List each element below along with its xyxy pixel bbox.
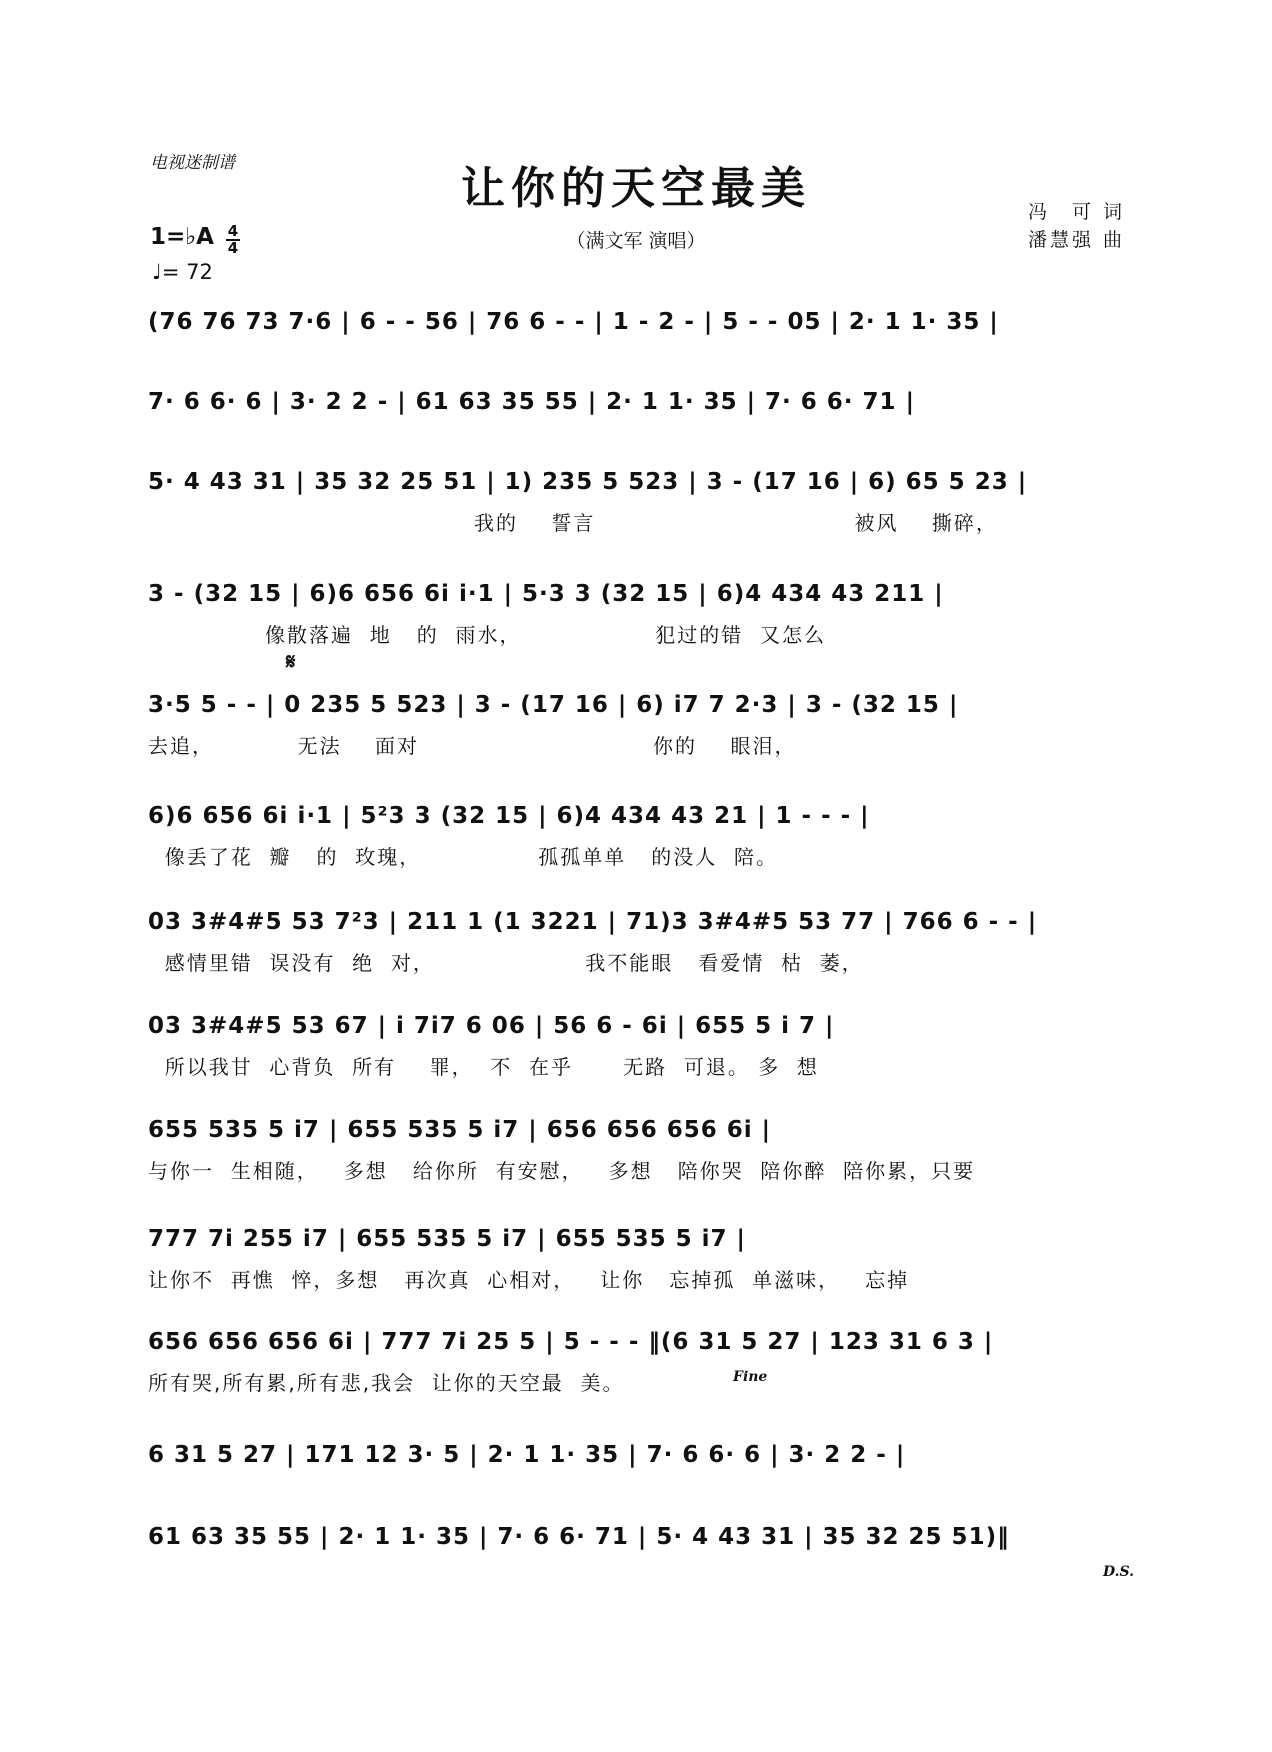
notation-line: 3·5 5 - - | 0 235 5 523 | 3 - (17 16 | 6) i7 7 2·3 | 3 - (32 15 |: [148, 692, 959, 718]
lyrics-line: 与你一 生相随， 多想 给你所 有安慰， 多想 陪你哭 陪你醉 陪你累，只要: [148, 1159, 976, 1183]
notation-line: 61 63 35 55 | 2· 1 1· 35 | 7· 6 6· 71 | 5· 4 43 31 | 35 32 25 51)‖: [148, 1524, 1010, 1550]
lyrics-line: 我的 誓言 被风 撕碎，: [148, 511, 998, 535]
lyrics-line: 感情里错 误没有 绝 对， 我不能眼 看爱情 枯 萎，: [148, 951, 864, 975]
score-row-10: [148, 1222, 1128, 1292]
score-row-8: [148, 1009, 1128, 1079]
score-row-1: [148, 305, 1128, 339]
fine-mark: Fine: [733, 1369, 768, 1385]
score-row-6: [148, 799, 1128, 869]
key-signature: 1=♭A: [150, 224, 214, 250]
notation-line: 03 3#4#5 53 7²3 | 211 1 (1 3221 | 71)3 3#4#5 53 77 | 766 6 - - |: [148, 909, 1038, 935]
score-row-12: [148, 1438, 1128, 1472]
notation-line: 655 535 5 i7 | 655 535 5 i7 | 656 656 656 6i |: [148, 1117, 772, 1143]
notation-line: (76 76 73 7·6 | 6 - - 56 | 76 6 - - | 1 - 2 - | 5 - - 05 | 2· 1 1· 35 |: [148, 309, 999, 335]
score-row-5: [148, 650, 1128, 758]
ds-mark: D.S.: [1103, 1564, 1135, 1580]
performer: （满文军 演唱）: [566, 230, 706, 252]
time-bottom: 4: [227, 239, 239, 257]
notation-line: 6)6 656 6i i·1 | 5²3 3 (32 15 | 6)4 434 43 21 | 1 - - - |: [148, 803, 870, 829]
score-row-13: [148, 1520, 1135, 1580]
producer-note: 电视迷制谱: [150, 153, 235, 173]
notation-line: 777 7i 255 i7 | 655 535 5 i7 | 655 535 5 i7 |: [148, 1226, 746, 1252]
score-row-4: [148, 577, 1128, 647]
score-row-7: [148, 905, 1128, 975]
time-top: 4: [227, 222, 239, 240]
lyrics-line: 所以我甘 心背负 所有 罪， 不 在乎 无路 可退。 多 想: [148, 1055, 819, 1079]
composer-credit: 潘慧强 曲: [1027, 229, 1125, 251]
lyrics-line: 让你不 再憔 悴，多想 再次真 心相对， 让你 忘掉孤 单滋味， 忘掉: [148, 1268, 910, 1292]
notation-line: 7· 6 6· 6 | 3· 2 2 - | 61 63 35 55 | 2· 1 1· 35 | 7· 6 6· 71 |: [148, 389, 915, 415]
notation-line: 656 656 656 6i | 777 7i 25 5 | 5 - - - ‖(6 31 5 27 | 123 31 6 3 |: [148, 1329, 994, 1355]
lyrics-line: 去追， 无法 面对 你的 眼泪，: [148, 734, 797, 758]
notation-line: 5· 4 43 31 | 35 32 25 51 | 1) 235 5 523 | 3 - (17 16 | 6) 65 5 23 |: [148, 469, 1028, 495]
notation-line: 6 31 5 27 | 171 12 3· 5 | 2· 1 1· 35 | 7· 6 6· 6 | 3· 2 2 - |: [148, 1442, 906, 1468]
score-row-11: [148, 1325, 1128, 1395]
lyrics-line: 所有哭,所有累,所有悲,我会 让你的天空最 美。: [148, 1371, 625, 1395]
score-row-3: [148, 465, 1128, 535]
score-row-2: [148, 385, 1128, 419]
lyrics-line: 像散落遍 地 的 雨水， 犯过的错 又怎么: [148, 623, 826, 647]
lyrics-line: 像丢了花 瓣 的 玫瑰， 孤孤单单 的没人 陪。: [148, 845, 779, 869]
time-signature: [226, 224, 240, 256]
notation-line: 3 - (32 15 | 6)6 656 6i i·1 | 5·3 3 (32 15 | 6)4 434 43 211 |: [148, 581, 944, 607]
lyricist-credit: 冯 可 词: [1027, 201, 1125, 223]
notation-line: 03 3#4#5 53 67 | i 7i7 6 06 | 56 6 - 6i | 655 5 i 7 |: [148, 1013, 835, 1039]
segno-mark: 𝄋: [286, 650, 296, 675]
tempo-mark: ♩= 72: [152, 260, 213, 284]
score-row-9: [148, 1113, 1128, 1183]
song-title: 让你的天空最美: [461, 163, 811, 214]
